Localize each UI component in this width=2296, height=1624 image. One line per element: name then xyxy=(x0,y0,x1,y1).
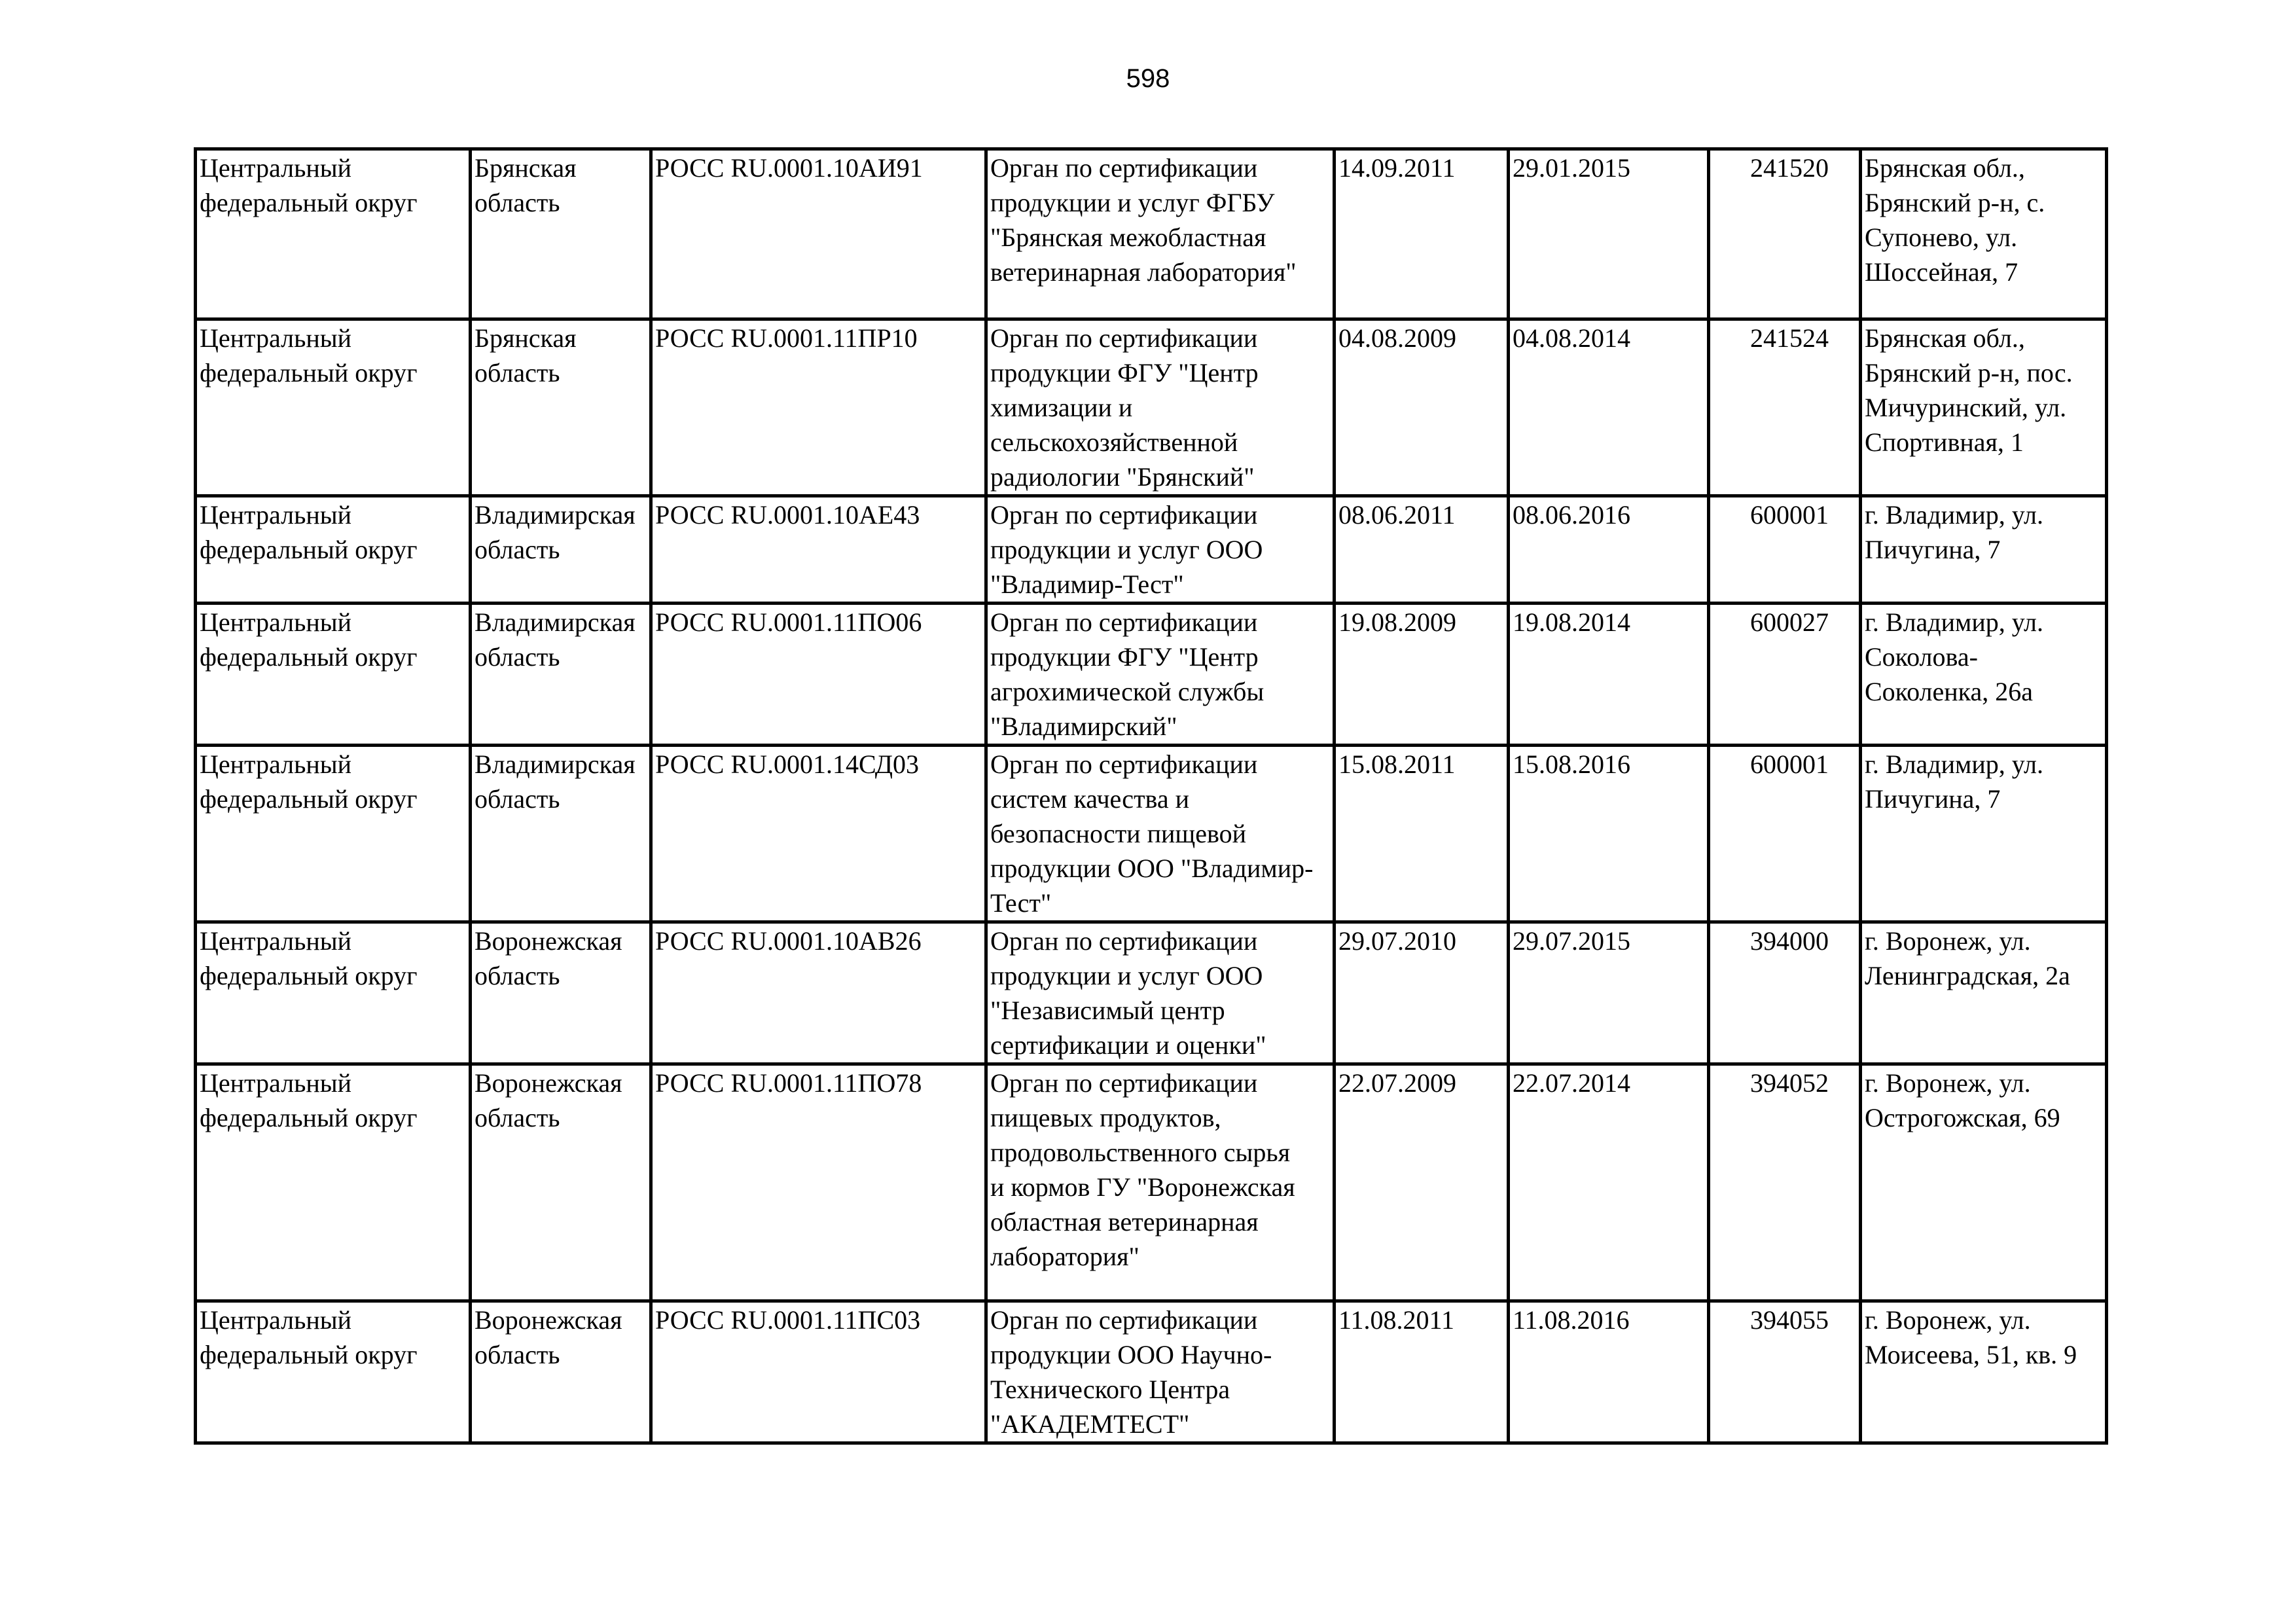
cert-number-cell: РОСС RU.0001.10АЕ43 xyxy=(651,496,986,604)
date-expires-cell: 15.08.2016 xyxy=(1509,746,1709,922)
date-issued-cell: 22.07.2009 xyxy=(1335,1064,1509,1301)
table-row xyxy=(196,1301,2107,1443)
address-cell: г. Владимир, ул. Пичугина, 7 xyxy=(1861,496,2107,604)
postal-code-cell: 241520 xyxy=(1709,149,1861,319)
cert-number-cell: РОСС RU.0001.10АИ91 xyxy=(651,149,986,319)
date-issued-cell: 11.08.2011 xyxy=(1335,1301,1509,1443)
date-expires-cell: 29.01.2015 xyxy=(1509,149,1709,319)
district-cell: Центральный федеральный округ xyxy=(196,496,471,604)
page-number: 598 xyxy=(1126,64,1170,93)
district-cell: Центральный федеральный округ xyxy=(196,1064,471,1301)
cert-number-cell: РОСС RU.0001.14СД03 xyxy=(651,746,986,922)
district-cell: Центральный федеральный округ xyxy=(196,604,471,746)
region-cell: Воронежская область xyxy=(471,1064,651,1301)
date-issued-cell: 08.06.2011 xyxy=(1335,496,1509,604)
address-cell: г. Воронеж, ул. Острогожская, 69 xyxy=(1861,1064,2107,1301)
organization-cell: Орган по сертификации продукции и услуг ООО "Независимый центр сертификации и оценки" xyxy=(986,922,1335,1064)
region-cell: Владимирская область xyxy=(471,604,651,746)
organization-cell: Орган по сертификации пищевых продуктов, продовольственного сырья и кормов ГУ "Воронежская областная ветеринарная лаборатория" xyxy=(986,1064,1335,1301)
date-expires-cell: 22.07.2014 xyxy=(1509,1064,1709,1301)
table-row xyxy=(196,149,2107,319)
organization-cell: Орган по сертификации продукции ООО Научно- Технического Центра "АКАДЕМТЕСТ" xyxy=(986,1301,1335,1443)
cert-number-cell: РОСС RU.0001.11ПО78 xyxy=(651,1064,986,1301)
date-expires-cell: 11.08.2016 xyxy=(1509,1301,1709,1443)
date-issued-cell: 29.07.2010 xyxy=(1335,922,1509,1064)
date-expires-cell: 04.08.2014 xyxy=(1509,319,1709,496)
postal-code-cell: 394000 xyxy=(1709,922,1861,1064)
date-issued-cell: 15.08.2011 xyxy=(1335,746,1509,922)
certification-bodies-table xyxy=(194,147,2108,1445)
organization-cell: Орган по сертификации систем качества и безопасности пищевой продукции ООО "Владимир- Тест" xyxy=(986,746,1335,922)
date-issued-cell: 19.08.2009 xyxy=(1335,604,1509,746)
postal-code-cell: 600027 xyxy=(1709,604,1861,746)
organization-cell: Орган по сертификации продукции и услуг ФГБУ "Брянская межобластная ветеринарная лаборатория" xyxy=(986,149,1335,319)
district-cell: Центральный федеральный округ xyxy=(196,1301,471,1443)
region-cell: Воронежская область xyxy=(471,922,651,1064)
address-cell: г. Воронеж, ул. Ленинградская, 2а xyxy=(1861,922,2107,1064)
address-cell: г. Владимир, ул. Соколова- Соколенка, 26а xyxy=(1861,604,2107,746)
table-row xyxy=(196,604,2107,746)
postal-code-cell: 600001 xyxy=(1709,746,1861,922)
date-expires-cell: 29.07.2015 xyxy=(1509,922,1709,1064)
address-cell: г. Воронеж, ул. Моисеева, 51, кв. 9 xyxy=(1861,1301,2107,1443)
date-issued-cell: 14.09.2011 xyxy=(1335,149,1509,319)
table-row xyxy=(196,922,2107,1064)
address-cell: Брянская обл., Брянский р-н, пос. Мичуринский, ул. Спортивная, 1 xyxy=(1861,319,2107,496)
region-cell: Воронежская область xyxy=(471,1301,651,1443)
address-cell: г. Владимир, ул. Пичугина, 7 xyxy=(1861,746,2107,922)
cert-number-cell: РОСС RU.0001.11ПС03 xyxy=(651,1301,986,1443)
district-cell: Центральный федеральный округ xyxy=(196,922,471,1064)
date-expires-cell: 08.06.2016 xyxy=(1509,496,1709,604)
region-cell: Владимирская область xyxy=(471,746,651,922)
table-row xyxy=(196,746,2107,922)
district-cell: Центральный федеральный округ xyxy=(196,319,471,496)
table-row xyxy=(196,496,2107,604)
postal-code-cell: 241524 xyxy=(1709,319,1861,496)
organization-cell: Орган по сертификации продукции и услуг ООО "Владимир-Тест" xyxy=(986,496,1335,604)
cert-number-cell: РОСС RU.0001.11ПО06 xyxy=(651,604,986,746)
postal-code-cell: 394055 xyxy=(1709,1301,1861,1443)
organization-cell: Орган по сертификации продукции ФГУ "Центр химизации и сельскохозяйственной радиологии "Брянский" xyxy=(986,319,1335,496)
region-cell: Брянская область xyxy=(471,319,651,496)
date-expires-cell: 19.08.2014 xyxy=(1509,604,1709,746)
district-cell: Центральный федеральный округ xyxy=(196,746,471,922)
cert-number-cell: РОСС RU.0001.11ПР10 xyxy=(651,319,986,496)
postal-code-cell: 600001 xyxy=(1709,496,1861,604)
district-cell: Центральный федеральный округ xyxy=(196,149,471,319)
address-cell: Брянская обл., Брянский р-н, с. Супонево, ул. Шоссейная, 7 xyxy=(1861,149,2107,319)
postal-code-cell: 394052 xyxy=(1709,1064,1861,1301)
region-cell: Брянская область xyxy=(471,149,651,319)
date-issued-cell: 04.08.2009 xyxy=(1335,319,1509,496)
region-cell: Владимирская область xyxy=(471,496,651,604)
organization-cell: Орган по сертификации продукции ФГУ "Центр агрохимической службы "Владимирский" xyxy=(986,604,1335,746)
table-row xyxy=(196,1064,2107,1301)
table-row xyxy=(196,319,2107,496)
cert-number-cell: РОСС RU.0001.10АВ26 xyxy=(651,922,986,1064)
